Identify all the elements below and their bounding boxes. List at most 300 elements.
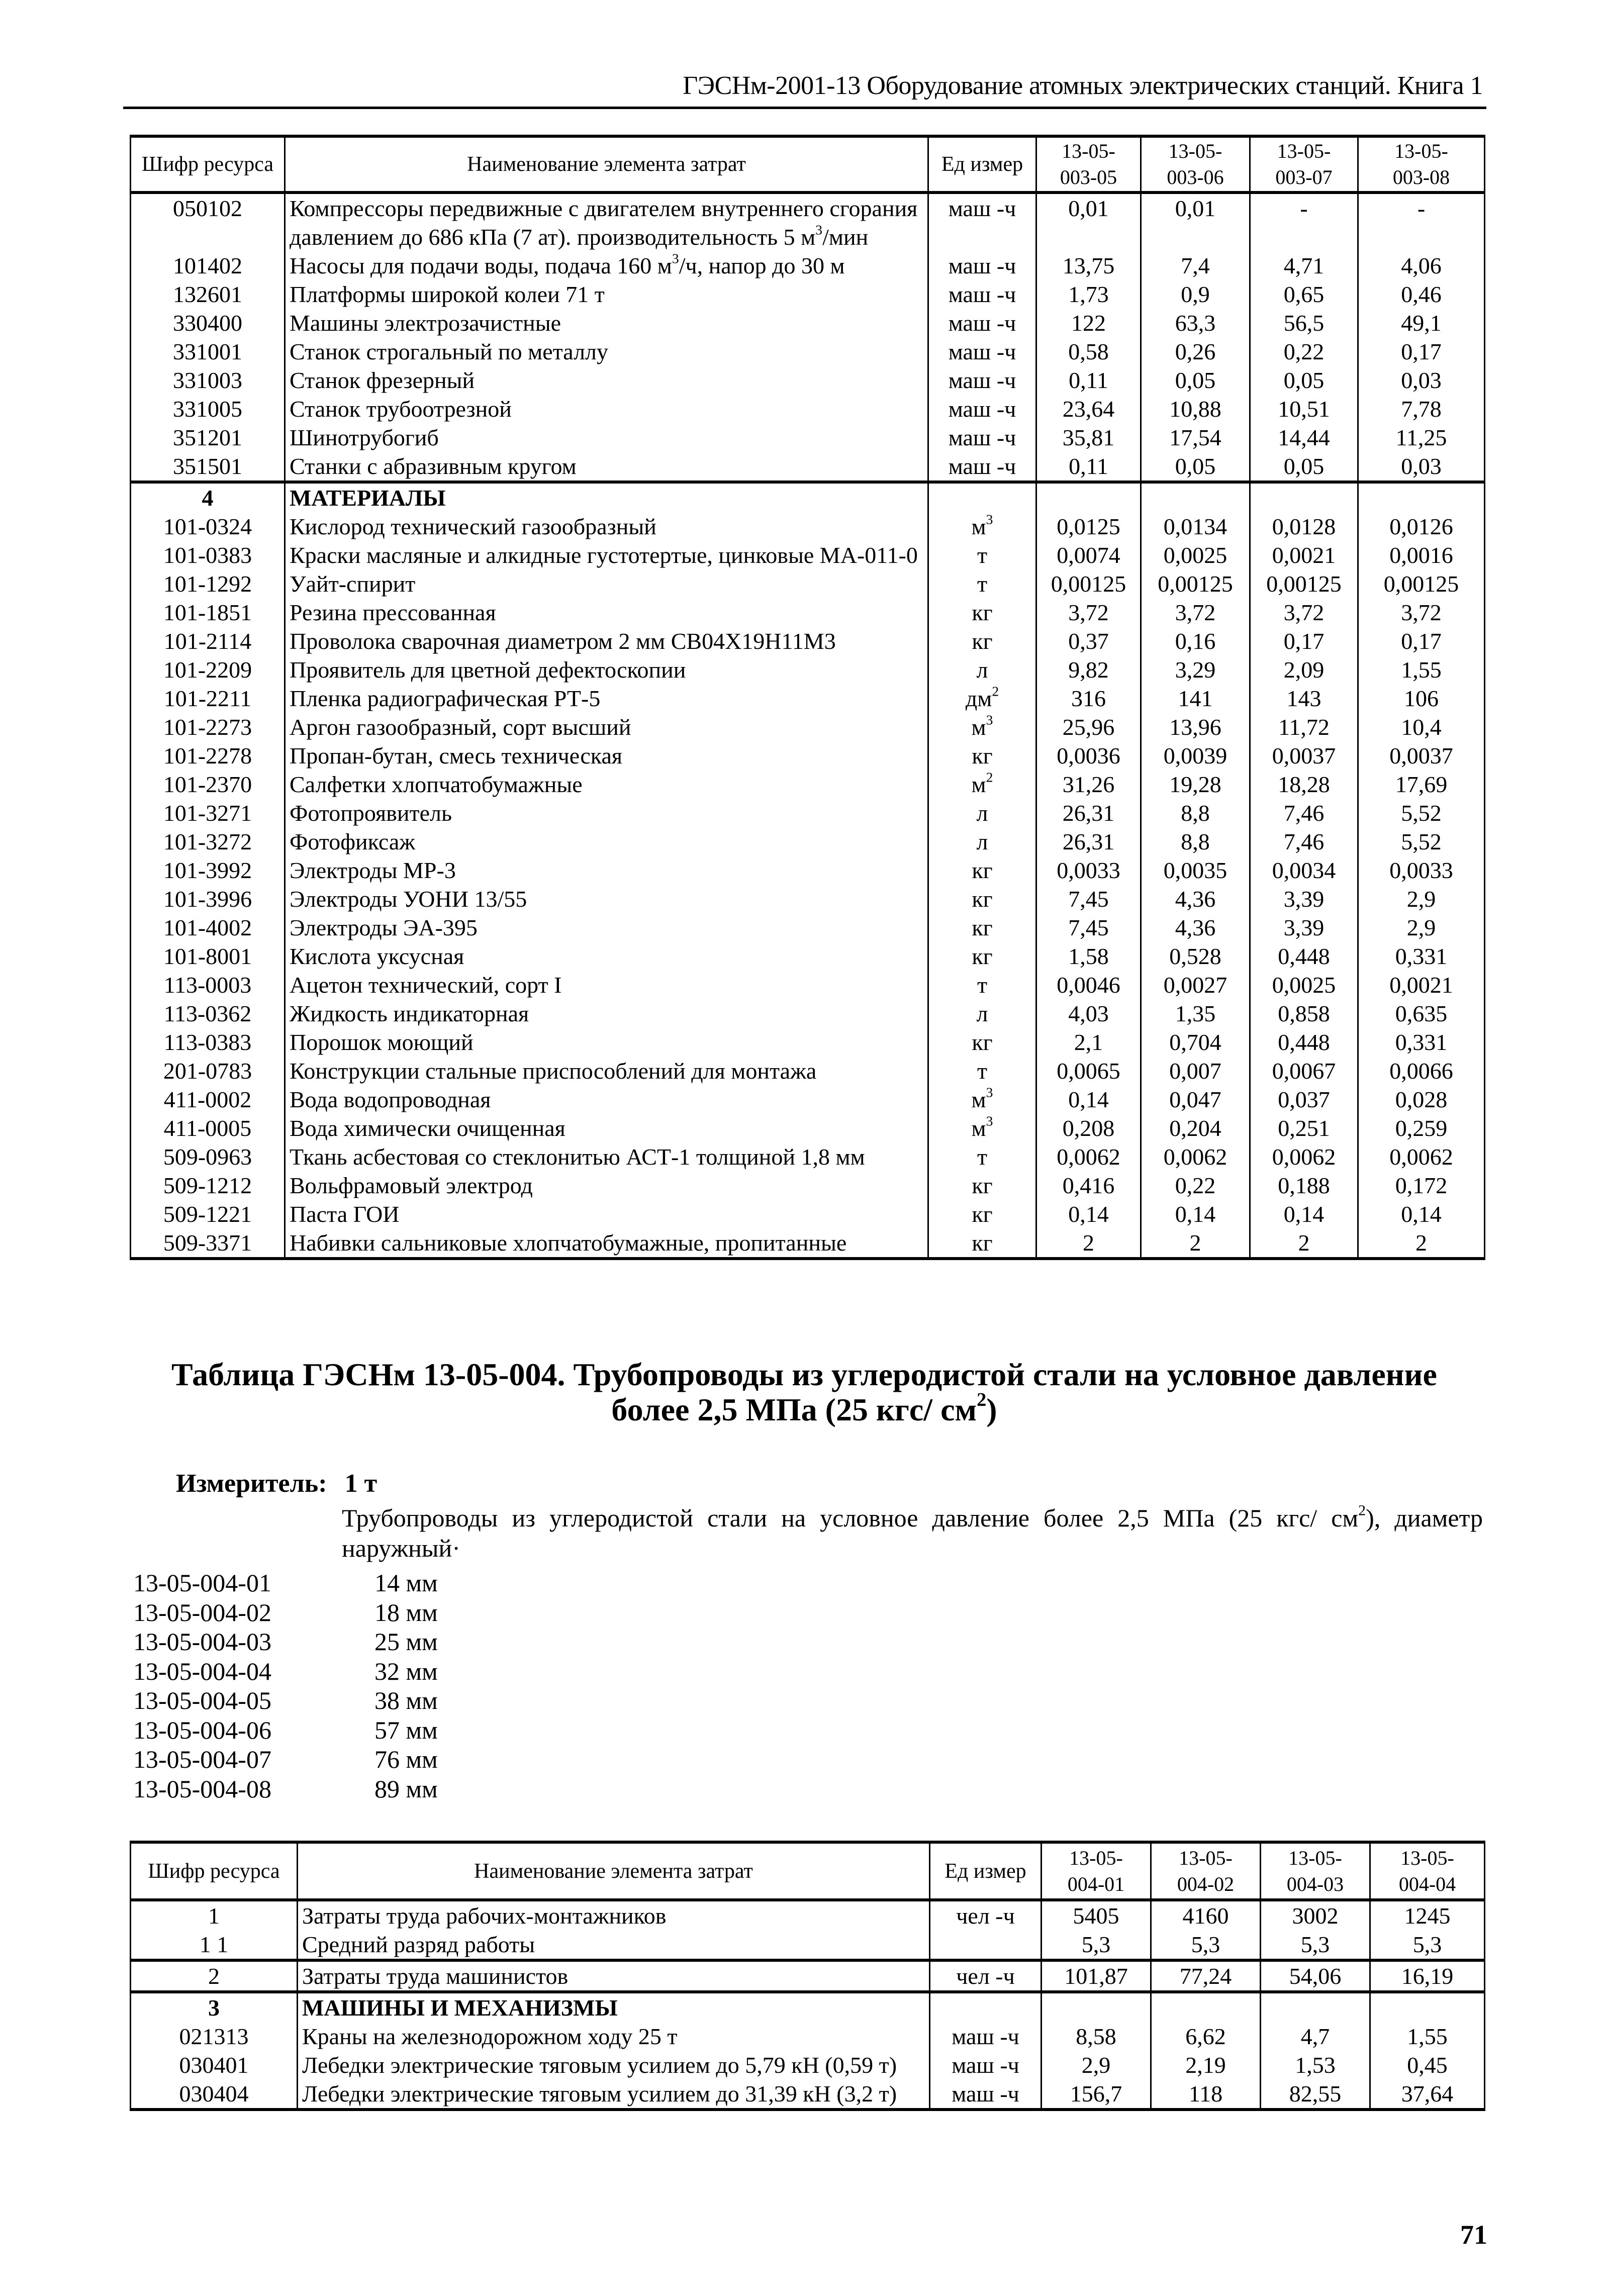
measurer-label: Измеритель: <box>176 1469 327 1498</box>
unit-of-measure: л <box>928 827 1036 856</box>
unit-of-measure: маш -ч <box>930 2051 1042 2079</box>
norm-value-1: 0,14 <box>1036 1200 1141 1228</box>
norm-value-1: 2,9 <box>1042 2051 1151 2079</box>
col-header-norm-3 <box>1250 136 1358 193</box>
norm-value-2: 4160 <box>1151 1900 1261 1930</box>
norm-value-2: 1,35 <box>1141 999 1250 1028</box>
norm-value-2: 8,8 <box>1141 827 1250 856</box>
unit-of-measure: т <box>928 971 1036 999</box>
resource-name: Средний разряд работы <box>298 1930 930 1960</box>
norm-code-part: 004-04 <box>1398 1872 1456 1895</box>
resource-code: 331001 <box>131 337 285 366</box>
norm-value-2: 3,72 <box>1141 598 1250 627</box>
col-header-code: Шифр ресурса <box>131 136 285 193</box>
resource-name: Насосы для подачи воды, подача 160 $м^3/ч$, напор до 30 м <box>285 251 928 280</box>
norm-value-3: 18,28 <box>1250 770 1358 799</box>
resource-name: Электроды ЭА-395 <box>285 913 928 942</box>
norm-value-4: 5,52 <box>1358 827 1485 856</box>
unit-of-measure: кг <box>928 913 1036 942</box>
norm-value-1: 122 <box>1036 309 1141 337</box>
resource-code: 050102 <box>131 193 285 251</box>
norm-code-part: 003-07 <box>1275 166 1333 188</box>
norm-code-item <box>133 1686 438 1715</box>
resource-code: 101-1851 <box>131 598 285 627</box>
unit-of-measure: л <box>928 799 1036 827</box>
norm-value-1: 0,01 <box>1036 193 1141 251</box>
resource-code: 132601 <box>131 280 285 309</box>
norm-value-3: 0,0128 <box>1250 512 1358 541</box>
resource-name: Станок фрезерный <box>285 366 928 395</box>
norm-value-3: 4,71 <box>1250 251 1358 280</box>
norm-value-2: 7,4 <box>1141 251 1250 280</box>
unit-of-measure: маш -ч <box>928 366 1036 395</box>
norm-value-4: 0,331 <box>1358 942 1485 971</box>
norm-value-4: - <box>1358 193 1485 251</box>
norm-value-4: 3,72 <box>1358 598 1485 627</box>
norm-code-item <box>133 1745 438 1774</box>
norm-code: 13-05-004-04 <box>133 1657 271 1685</box>
measurer-value: 1 т <box>344 1469 377 1498</box>
norm-code-part: 003-08 <box>1392 166 1450 188</box>
resource-code: 330400 <box>131 309 285 337</box>
pipe-diameter: 76 мм <box>374 1745 438 1773</box>
norm-value-3: 1,53 <box>1261 2051 1370 2079</box>
norm-value-2: 63,3 <box>1141 309 1250 337</box>
table-row <box>131 395 1485 423</box>
norm-value-4: 0,331 <box>1358 1028 1485 1057</box>
resource-code: 1 1 <box>131 1930 298 1960</box>
norm-value-2: 13,96 <box>1141 713 1250 741</box>
table-row <box>131 627 1485 655</box>
resource-name: Кислота уксусная <box>285 942 928 971</box>
norm-value-4: 49,1 <box>1358 309 1485 337</box>
unit-of-measure: $м^3$ <box>928 1114 1036 1142</box>
col-header-norm-1 <box>1036 136 1141 193</box>
norm-value-1: 4,03 <box>1036 999 1141 1028</box>
resource-name: Станки с абразивным кругом <box>285 452 928 482</box>
norm-value-3: 0,188 <box>1250 1171 1358 1200</box>
norm-value-2: 0,047 <box>1141 1085 1250 1114</box>
norm-value-1 <box>1042 1992 1151 2022</box>
pipe-diameter: 14 мм <box>374 1569 438 1597</box>
pipe-diameter: 25 мм <box>374 1628 438 1656</box>
resource-code: 351501 <box>131 452 285 482</box>
norm-value-4: 0,0033 <box>1358 856 1485 885</box>
measurer <box>176 1469 377 1499</box>
col-header-name: Наименование элемента затрат <box>298 1842 930 1900</box>
resource-code: 101-4002 <box>131 913 285 942</box>
resource-name: Набивки сальниковые хлопчатобумажные, пропитанные <box>285 1228 928 1259</box>
norm-value-2: 0,26 <box>1141 337 1250 366</box>
resource-name: Затраты труда рабочих-монтажников <box>298 1900 930 1930</box>
resource-name: Платформы широкой колеи 71 т <box>285 280 928 309</box>
norm-value-4: 0,0126 <box>1358 512 1485 541</box>
norm-value-1: 0,208 <box>1036 1114 1141 1142</box>
unit-of-measure: т <box>928 541 1036 569</box>
resource-name: Аргон газообразный, сорт высший <box>285 713 928 741</box>
resource-code: 113-0383 <box>131 1028 285 1057</box>
norm-code-part: 004-01 <box>1067 1872 1125 1895</box>
norm-value-3: 0,448 <box>1250 942 1358 971</box>
norm-value-4: 106 <box>1358 684 1485 713</box>
resource-name: Проволока сварочная диаметром 2 мм СВ04Х19Н11М3 <box>285 627 928 655</box>
norm-value-4: 0,00125 <box>1358 569 1485 598</box>
resource-table-004-body <box>131 1900 1485 2110</box>
norm-value-4: 0,028 <box>1358 1085 1485 1114</box>
norm-value-1: 0,58 <box>1036 337 1141 366</box>
norm-value-4: 2 <box>1358 1228 1485 1259</box>
table-row <box>131 193 1485 251</box>
resource-code: 101-3271 <box>131 799 285 827</box>
resource-code: 101-2273 <box>131 713 285 741</box>
resource-code: 101-2278 <box>131 741 285 770</box>
norm-value-3: 0,65 <box>1250 280 1358 309</box>
norm-code-item <box>133 1568 438 1598</box>
norm-code-part: 13-05- <box>1277 140 1331 162</box>
norm-value-3: 56,5 <box>1250 309 1358 337</box>
norm-value-2: 141 <box>1141 684 1250 713</box>
unit-of-measure: кг <box>928 1200 1036 1228</box>
norm-value-2: 0,204 <box>1141 1114 1250 1142</box>
col-header-norm-2 <box>1151 1842 1261 1900</box>
norm-value-1: 23,64 <box>1036 395 1141 423</box>
resource-name: Паста ГОИ <box>285 1200 928 1228</box>
resource-code: 509-1221 <box>131 1200 285 1228</box>
norm-value-4: 0,0062 <box>1358 1142 1485 1171</box>
norm-description: Трубопроводы из углеродистой стали на условное давление более 2,5 МПа (25 кгс/ $см^2$), диаметр наружный· <box>342 1502 1483 1562</box>
resource-code: 331005 <box>131 395 285 423</box>
norm-value-1: 0,0074 <box>1036 541 1141 569</box>
unit-of-measure: маш -ч <box>930 2022 1042 2051</box>
resource-code: 101-2114 <box>131 627 285 655</box>
norm-value-3: 0,0025 <box>1250 971 1358 999</box>
norm-value-1: 0,14 <box>1036 1085 1141 1114</box>
resource-name: Ацетон технический, сорт I <box>285 971 928 999</box>
norm-value-1: 2 <box>1036 1228 1141 1259</box>
norm-value-3: 14,44 <box>1250 423 1358 452</box>
unit-of-measure: л <box>928 655 1036 684</box>
norm-value-3: 4,7 <box>1261 2022 1370 2051</box>
norm-value-1: 0,0125 <box>1036 512 1141 541</box>
col-header-name: Наименование элемента затрат <box>285 136 928 193</box>
table-row <box>131 741 1485 770</box>
norm-value-1: 26,31 <box>1036 799 1141 827</box>
resource-name: Лебедки электрические тяговым усилием до 31,39 кН (3,2 т) <box>298 2079 930 2110</box>
resource-name: Машины электрозачистные <box>285 309 928 337</box>
norm-value-2: 0,007 <box>1141 1057 1250 1085</box>
pipe-diameter: 57 мм <box>374 1715 438 1744</box>
norm-value-2: 0,9 <box>1141 280 1250 309</box>
norm-value-4: 1,55 <box>1358 655 1485 684</box>
norm-value-4: 0,03 <box>1358 452 1485 482</box>
norm-value-2: 2,19 <box>1151 2051 1261 2079</box>
resource-code: 030401 <box>131 2051 298 2079</box>
resource-code: 101-3272 <box>131 827 285 856</box>
norm-code-part: 13-05- <box>1400 1846 1454 1869</box>
unit-of-measure: кг <box>928 1228 1036 1259</box>
resource-name: Жидкость индикаторная <box>285 999 928 1028</box>
resource-name: Компрессоры передвижные с двигателем внутреннего сгорания давлением до 686 кПа (7 ат). производительность 5 $м^3$/мин <box>285 193 928 251</box>
norm-value-1: 25,96 <box>1036 713 1141 741</box>
norm-value-1: 2,1 <box>1036 1028 1141 1057</box>
norm-value-1: 7,45 <box>1036 913 1141 942</box>
norm-value-4: 7,78 <box>1358 395 1485 423</box>
resource-name: Затраты труда машинистов <box>298 1960 930 1992</box>
norm-value-3: 0,858 <box>1250 999 1358 1028</box>
norm-value-1: 1,58 <box>1036 942 1141 971</box>
norm-value-2: 0,14 <box>1141 1200 1250 1228</box>
table-row <box>131 512 1485 541</box>
pipe-diameter: 18 мм <box>374 1598 438 1627</box>
norm-value-3: 10,51 <box>1250 395 1358 423</box>
norm-value-3 <box>1261 1992 1370 2022</box>
unit-of-measure: кг <box>928 1028 1036 1057</box>
norm-value-3: 0,0037 <box>1250 741 1358 770</box>
norm-value-3: - <box>1250 193 1358 251</box>
norm-value-3: 3,39 <box>1250 913 1358 942</box>
norm-value-1: 101,87 <box>1042 1960 1151 1992</box>
norm-value-1: 0,416 <box>1036 1171 1141 1200</box>
norm-value-4: 16,19 <box>1370 1960 1485 1992</box>
col-header-norm-4 <box>1370 1842 1485 1900</box>
norm-value-3: 3002 <box>1261 1900 1370 1930</box>
norm-value-1: 7,45 <box>1036 885 1141 913</box>
table-row <box>131 452 1485 482</box>
resource-code: 101-2211 <box>131 684 285 713</box>
unit-of-measure: маш -ч <box>930 2079 1042 2110</box>
pipe-diameter: 89 мм <box>374 1774 438 1803</box>
unit-of-measure: т <box>928 1142 1036 1171</box>
norm-value-3: 0,05 <box>1250 366 1358 395</box>
unit-of-measure: чел -ч <box>930 1900 1042 1930</box>
norm-value-4: 1245 <box>1370 1900 1485 1930</box>
norm-value-2: 118 <box>1151 2079 1261 2110</box>
norm-value-1: 0,11 <box>1036 366 1141 395</box>
norm-value-1: 0,0046 <box>1036 971 1141 999</box>
resource-code: 411-0002 <box>131 1085 285 1114</box>
norm-value-4: 0,259 <box>1358 1114 1485 1142</box>
norm-value-1: 0,0033 <box>1036 856 1141 885</box>
norm-value-3 <box>1250 482 1358 512</box>
resource-name: Шинотрубогиб <box>285 423 928 452</box>
norm-value-4: 0,0066 <box>1358 1057 1485 1085</box>
norm-value-1: 0,11 <box>1036 452 1141 482</box>
table-row <box>131 366 1485 395</box>
norm-value-2: 4,36 <box>1141 913 1250 942</box>
table-row <box>131 598 1485 627</box>
norm-value-2: 0,0134 <box>1141 512 1250 541</box>
norm-value-2: 10,88 <box>1141 395 1250 423</box>
table-row <box>131 1028 1485 1057</box>
norm-value-2: 0,05 <box>1141 366 1250 395</box>
resource-table-003-body <box>131 193 1485 1259</box>
norm-value-4: 11,25 <box>1358 423 1485 452</box>
table-row <box>131 942 1485 971</box>
resource-code: 101402 <box>131 251 285 280</box>
resource-code: 411-0005 <box>131 1114 285 1142</box>
table-title-line-1: Таблица ГЭСНм 13-05-004. Трубопроводы из углеродистой стали на условное давление <box>171 1357 1437 1392</box>
norm-value-2: 77,24 <box>1151 1960 1261 1992</box>
unit-of-measure: кг <box>928 598 1036 627</box>
norm-code-item <box>133 1715 438 1745</box>
resource-name: Уайт-спирит <box>285 569 928 598</box>
norm-value-3: 7,46 <box>1250 827 1358 856</box>
norm-value-4: 0,172 <box>1358 1171 1485 1200</box>
table-row <box>131 2051 1485 2079</box>
norm-value-4: 5,52 <box>1358 799 1485 827</box>
norm-value-1: 35,81 <box>1036 423 1141 452</box>
table-row <box>131 1114 1485 1142</box>
norm-value-1: 0,0036 <box>1036 741 1141 770</box>
norm-value-2: 19,28 <box>1141 770 1250 799</box>
table-row <box>131 569 1485 598</box>
resource-name: Вольфрамовый электрод <box>285 1171 928 1200</box>
norm-value-1: 31,26 <box>1036 770 1141 799</box>
norm-code-part: 004-02 <box>1177 1872 1235 1895</box>
table-row <box>131 713 1485 741</box>
col-header-norm-2 <box>1141 136 1250 193</box>
table-row <box>131 770 1485 799</box>
norm-value-4: 0,45 <box>1370 2051 1485 2079</box>
resource-name: Конструкции стальные приспособлений для монтажа <box>285 1057 928 1085</box>
resource-table-003 <box>130 135 1485 1260</box>
norm-value-1: 8,58 <box>1042 2022 1151 2051</box>
resource-name: Фотопроявитель <box>285 799 928 827</box>
resource-code: 331003 <box>131 366 285 395</box>
unit-of-measure: $дм^2$ <box>928 684 1036 713</box>
norm-value-2: 0,00125 <box>1141 569 1250 598</box>
norm-value-3: 0,0034 <box>1250 856 1358 885</box>
unit-of-measure: кг <box>928 627 1036 655</box>
table-title <box>111 1357 1498 1427</box>
norm-value-4: 0,0021 <box>1358 971 1485 999</box>
norm-value-2: 0,0039 <box>1141 741 1250 770</box>
section-row <box>131 482 1485 512</box>
col-header-norm-3 <box>1261 1842 1370 1900</box>
resource-name: Пропан-бутан, смесь техническая <box>285 741 928 770</box>
norm-value-2: 0,0025 <box>1141 541 1250 569</box>
table-row <box>131 684 1485 713</box>
norm-code-item <box>133 1774 438 1804</box>
norm-value-3: 0,22 <box>1250 337 1358 366</box>
resource-code: 113-0003 <box>131 971 285 999</box>
norm-value-2: 3,29 <box>1141 655 1250 684</box>
norm-value-3: 54,06 <box>1261 1960 1370 1992</box>
norm-code-part: 13-05- <box>1168 140 1222 162</box>
norm-value-1: 5,3 <box>1042 1930 1151 1960</box>
header-rule <box>123 107 1486 109</box>
table-row <box>131 2079 1485 2110</box>
norm-value-3: 82,55 <box>1261 2079 1370 2110</box>
col-header-code: Шифр ресурса <box>131 1842 298 1900</box>
resource-name: Электроды УОНИ 13/55 <box>285 885 928 913</box>
norm-value-4: 0,17 <box>1358 627 1485 655</box>
norm-code: 13-05-004-07 <box>133 1745 271 1773</box>
norm-value-1: 1,73 <box>1036 280 1141 309</box>
unit-of-measure: $м^3$ <box>928 1085 1036 1114</box>
resource-name: Кислород технический газообразный <box>285 512 928 541</box>
resource-name: Фотофиксаж <box>285 827 928 856</box>
norm-value-3: 0,17 <box>1250 627 1358 655</box>
norm-value-4: 37,64 <box>1370 2079 1485 2110</box>
norm-value-1: 9,82 <box>1036 655 1141 684</box>
unit-of-measure <box>930 1930 1042 1960</box>
norm-value-4: 4,06 <box>1358 251 1485 280</box>
resource-code: 021313 <box>131 2022 298 2051</box>
pipe-diameter: 38 мм <box>374 1686 438 1714</box>
resource-code: 509-3371 <box>131 1228 285 1259</box>
unit-of-measure: кг <box>928 741 1036 770</box>
norm-code: 13-05-004-03 <box>133 1628 271 1656</box>
resource-name: Резина прессованная <box>285 598 928 627</box>
resource-name: МАТЕРИАЛЫ <box>285 482 928 512</box>
norm-value-2: 0,0035 <box>1141 856 1250 885</box>
unit-of-measure: маш -ч <box>928 452 1036 482</box>
table-row <box>131 2022 1485 2051</box>
resource-name: Краски масляные и алкидные густотертые, цинковые МА-011-0 <box>285 541 928 569</box>
norm-value-4 <box>1358 482 1485 512</box>
unit-of-measure <box>930 1992 1042 2022</box>
resource-name: МАШИНЫ И МЕХАНИЗМЫ <box>298 1992 930 2022</box>
resource-name: Станок трубоотрезной <box>285 395 928 423</box>
resource-name: Ткань асбестовая со стеклонитью АСТ-1 толщиной 1,8 мм <box>285 1142 928 1171</box>
table-row <box>131 655 1485 684</box>
unit-of-measure: т <box>928 1057 1036 1085</box>
unit-of-measure: маш -ч <box>928 395 1036 423</box>
norm-code-part: 13-05- <box>1179 1846 1233 1869</box>
norm-code: 13-05-004-01 <box>133 1569 271 1597</box>
norm-value-4: 0,46 <box>1358 280 1485 309</box>
table-row <box>131 1930 1485 1960</box>
unit-of-measure: маш -ч <box>928 251 1036 280</box>
norm-value-1: 0,0065 <box>1036 1057 1141 1085</box>
col-header-unit: Ед измер <box>930 1842 1042 1900</box>
table-row <box>131 913 1485 942</box>
norm-code-list <box>133 1568 438 1803</box>
table-row <box>131 337 1485 366</box>
norm-value-1: 3,72 <box>1036 598 1141 627</box>
norm-value-4 <box>1370 1992 1485 2022</box>
resource-code: 4 <box>131 482 285 512</box>
table-row <box>131 280 1485 309</box>
resource-code: 509-0963 <box>131 1142 285 1171</box>
norm-code-part: 003-06 <box>1167 166 1224 188</box>
unit-of-measure: л <box>928 999 1036 1028</box>
table-row <box>131 856 1485 885</box>
unit-of-measure: маш -ч <box>928 309 1036 337</box>
norm-value-3: 7,46 <box>1250 799 1358 827</box>
resource-code: 101-0383 <box>131 541 285 569</box>
unit-of-measure: маш -ч <box>928 423 1036 452</box>
resource-code: 201-0783 <box>131 1057 285 1085</box>
pipe-diameter: 32 мм <box>374 1657 438 1685</box>
section-row <box>131 1992 1485 2022</box>
norm-value-4: 0,03 <box>1358 366 1485 395</box>
unit-of-measure: $м^3$ <box>928 713 1036 741</box>
unit-of-measure: чел -ч <box>930 1960 1042 1992</box>
norm-code: 13-05-004-08 <box>133 1774 271 1803</box>
table-row <box>131 1057 1485 1085</box>
norm-value-4: 2,9 <box>1358 913 1485 942</box>
norm-value-2: 8,8 <box>1141 799 1250 827</box>
unit-of-measure: маш -ч <box>928 193 1036 251</box>
norm-value-2: 0,16 <box>1141 627 1250 655</box>
table-row <box>131 1900 1485 1930</box>
norm-value-2: 2 <box>1141 1228 1250 1259</box>
resource-code: 101-8001 <box>131 942 285 971</box>
resource-code: 101-2370 <box>131 770 285 799</box>
page-number: 71 <box>1460 2220 1487 2250</box>
